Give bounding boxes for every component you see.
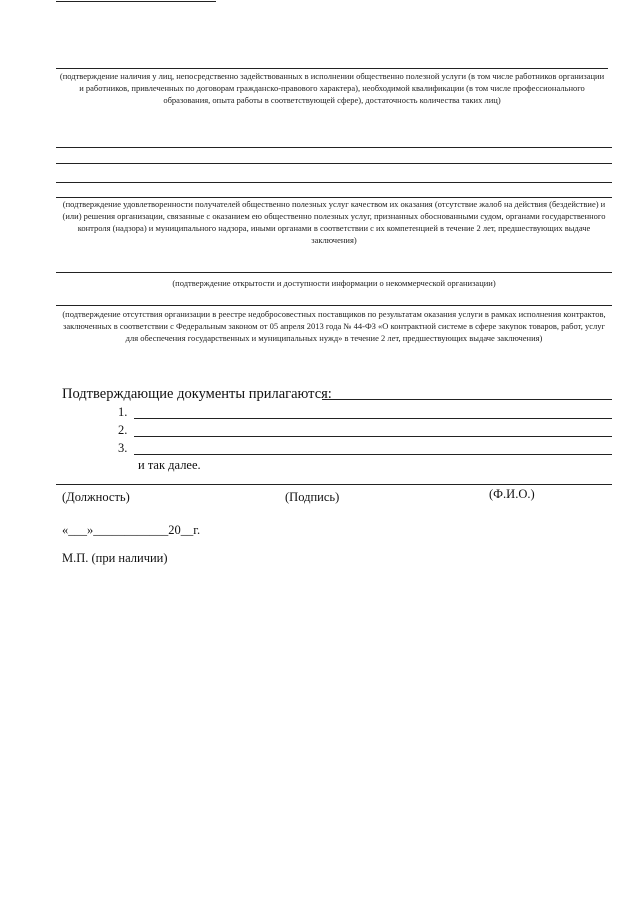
- attachment-number: 1.: [118, 405, 128, 419]
- staff-note: (подтверждение наличия у лиц, непосредственно задействованных в исполнении общественно полезной услуги (в том числе работников организации и работников, привлеченных по договорам гражданско-правового характера), необходимой квалификации (в том числе профессионального образования, опыта работы в соответствующей сфере), достаточность количества таких лиц): [59, 71, 605, 105]
- signature-caption: (Подпись): [285, 490, 340, 504]
- openness-note: (подтверждение открытости и доступности информации о некоммерческой организации): [172, 278, 496, 288]
- attachments-heading-line: [322, 399, 612, 400]
- attachment-line: [134, 454, 612, 455]
- satisfaction-note: (подтверждение удовлетворенности получателей общественно полезных услуг качеством их оказания (отсутствие жалоб на действия (бездействие) и (или) решения организации, связанные с оказанием ею общественно полезных услуг, признанных обоснованными судом, органами государственного контроля (надзора) и муниципального надзора, иными органами в соответствии с их компетенцией в течение 2 лет, предшествующих выдаче заключения): [62, 199, 606, 245]
- fill-line: [56, 305, 612, 306]
- signature-line: [56, 484, 612, 485]
- position-caption: (Должность): [62, 490, 130, 504]
- name-caption: (Ф.И.О.): [489, 487, 535, 501]
- attachments-etc: и так далее.: [138, 458, 201, 472]
- fill-line: [56, 147, 612, 148]
- attachment-number: 2.: [118, 423, 128, 437]
- attachments-heading: Подтверждающие документы прилагаются:: [62, 386, 332, 402]
- fill-line: [56, 272, 612, 273]
- attachment-line: [134, 418, 612, 419]
- fill-line: [56, 182, 612, 183]
- date-line: «___»____________20__г.: [62, 523, 201, 537]
- fill-line: [56, 163, 612, 164]
- attachment-number: 3.: [118, 441, 128, 455]
- attachment-line: [134, 436, 612, 437]
- stamp-label: М.П. (при наличии): [62, 551, 168, 565]
- top-rule: [56, 1, 216, 2]
- fill-line: [56, 68, 608, 69]
- registry-note: (подтверждение отсутствия организации в реестре недобросовестных поставщиков по результатам оказания услуги в рамках исполнения контрактов, заключенных в соответствии с Федеральным законом от 05 апреля 2013 года № 44-ФЗ «О контрактной системе в сфере закупок товаров, работ, услуг для обеспечения государственных и муниципальных нужд» в течение 2 лет, предшествующих выдаче заключения): [62, 309, 606, 343]
